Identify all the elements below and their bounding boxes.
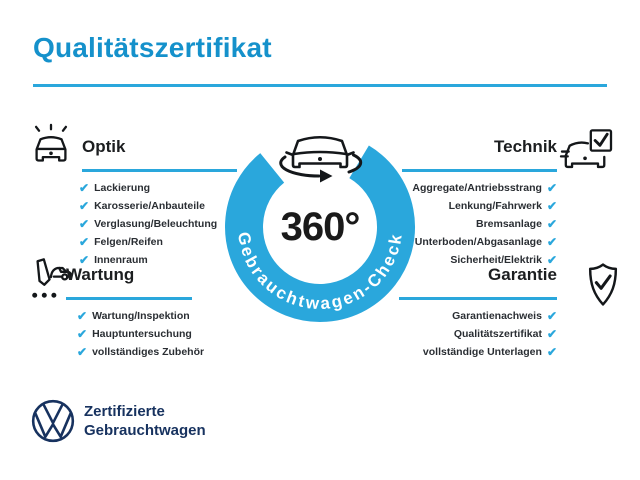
list-item-label: Lackierung [94, 182, 151, 194]
check-icon: ✔ [77, 327, 88, 341]
check-icon: ✔ [79, 217, 90, 231]
check-icon: ✔ [546, 181, 557, 195]
section-title: Optik [82, 137, 126, 156]
section-title: Technik [494, 137, 557, 156]
check-icon: ✔ [79, 235, 90, 249]
rotating-car-icon [281, 137, 361, 182]
check-icon: ✔ [546, 235, 557, 249]
section-title: Garantie [488, 265, 557, 284]
list-item-label: Innenraum [94, 254, 148, 266]
brand-claim [84, 402, 206, 440]
check-icon: ✔ [77, 345, 88, 359]
check-icon: ✔ [546, 327, 557, 341]
vw-logo [30, 398, 76, 444]
list-item-label: Verglasung/Beleuchtung [94, 218, 218, 230]
list-item-label: Hauptuntersuchung [92, 328, 192, 340]
section-title: Wartung [66, 265, 135, 284]
list-item-label: Garantienachweis [452, 310, 542, 322]
list-item-label: Wartung/Inspektion [92, 310, 190, 322]
list-item-label: Aggregate/Antriebsstrang [412, 182, 542, 194]
list-item-label: Qualitätszertifikat [453, 328, 542, 340]
section-divider [66, 297, 192, 300]
list-item-label: Unterboden/Abgasanlage [414, 236, 542, 248]
list-item-label: Sicherheit/Elektrik [450, 254, 542, 266]
list-item-label: Lenkung/Fahrwerk [448, 200, 542, 212]
header-divider [33, 84, 607, 87]
brand-claim-line2: Gebrauchtwagen [84, 422, 206, 439]
list-item-label: Felgen/Reifen [94, 236, 163, 248]
check-icon: ✔ [546, 345, 557, 359]
list-item-label: vollständige Unterlagen [422, 346, 542, 358]
shield-check-icon [584, 261, 622, 309]
check-icon: ✔ [79, 181, 90, 195]
check-icon: ✔ [79, 199, 90, 213]
car-shine-icon [27, 123, 75, 173]
list-item-label: Karosserie/Anbauteile [94, 200, 205, 212]
check-icon: ✔ [546, 309, 557, 323]
list-item-label: Bremsanlage [475, 218, 542, 230]
check-icon: ✔ [79, 253, 90, 267]
brand-claim-line1: Zertifizierte [84, 403, 165, 420]
check-icon: ✔ [77, 309, 88, 323]
car-checkbox-icon [558, 128, 614, 178]
check-icon: ✔ [546, 253, 557, 267]
degree-label: 360° [280, 205, 360, 249]
page-title: Qualitätszertifikat [33, 32, 272, 63]
list-item-label: vollständiges Zubehör [92, 346, 205, 358]
check-icon: ✔ [546, 217, 557, 231]
check-icon: ✔ [546, 199, 557, 213]
ring-label: Gebrauchtwagen-Check [233, 230, 406, 314]
